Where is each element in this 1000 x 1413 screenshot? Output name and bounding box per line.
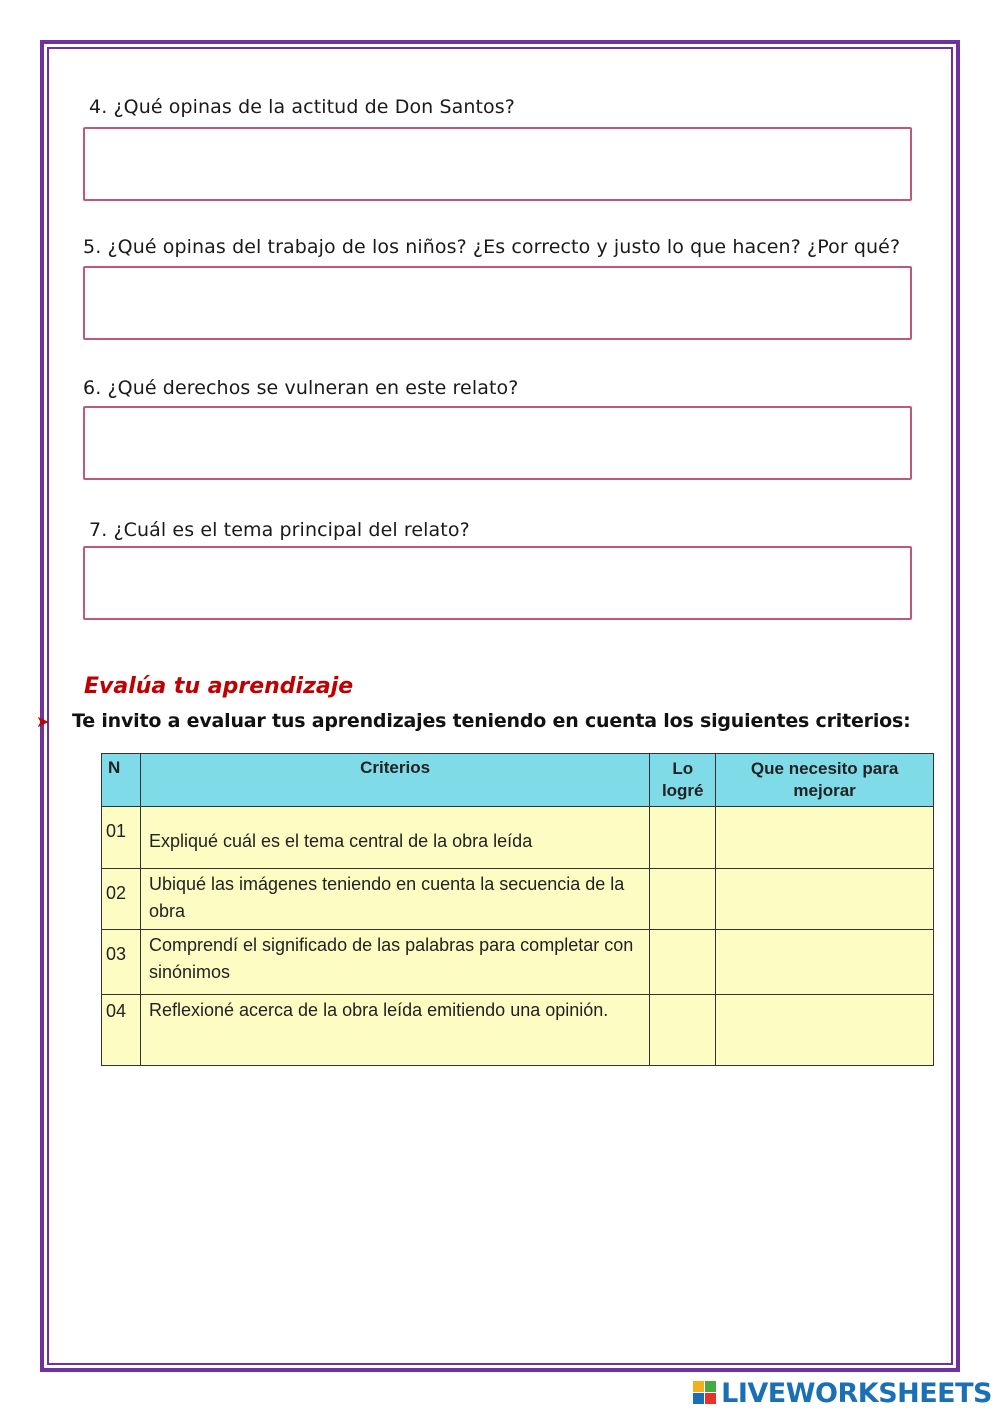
mejorar-cell[interactable] bbox=[716, 869, 934, 930]
logre-cell[interactable] bbox=[650, 869, 716, 930]
liveworksheets-brand-text: LIVEWORKSHEETS bbox=[721, 1377, 992, 1409]
question-5-answer-field[interactable] bbox=[83, 266, 912, 340]
liveworksheets-brand[interactable] bbox=[693, 1377, 992, 1409]
column-header-n: N bbox=[102, 754, 141, 807]
column-header-mejorar-line2: mejorar bbox=[793, 781, 856, 800]
question-4-answer-field[interactable] bbox=[83, 127, 912, 201]
evaluation-criteria-table bbox=[101, 753, 934, 1066]
column-header-logre-line2: logré bbox=[661, 781, 704, 800]
evaluation-intro-text: Te invito a evaluar tus aprendizajes teniendo en cuenta los siguientes criterios: bbox=[72, 710, 911, 732]
logre-cell[interactable] bbox=[650, 995, 716, 1066]
mejorar-cell[interactable] bbox=[716, 807, 934, 869]
logre-cell[interactable] bbox=[650, 807, 716, 869]
mejorar-cell[interactable] bbox=[716, 930, 934, 995]
table-row bbox=[102, 995, 934, 1066]
row-criterio: Expliqué cuál es el tema central de la obra leída bbox=[140, 807, 649, 869]
question-4-label: 4. ¿Qué opinas de la actitud de Don Santos? bbox=[89, 96, 515, 118]
column-header-mejorar-line1: Que necesito para bbox=[750, 759, 899, 778]
row-number: 01 bbox=[102, 807, 141, 869]
table-row bbox=[102, 807, 934, 869]
table-row bbox=[102, 869, 934, 930]
row-number: 03 bbox=[102, 930, 141, 995]
row-criterio: Comprendí el significado de las palabras para completar con sinónimos bbox=[140, 930, 649, 995]
logre-cell[interactable] bbox=[650, 930, 716, 995]
row-criterio: Ubiqué las imágenes teniendo en cuenta la secuencia de la obra bbox=[140, 869, 649, 930]
question-6-label: 6. ¿Qué derechos se vulneran en este relato? bbox=[83, 377, 519, 399]
table-header-row bbox=[102, 754, 934, 807]
question-7-label: 7. ¿Cuál es el tema principal del relato? bbox=[89, 519, 470, 541]
question-5-label: 5. ¿Qué opinas del trabajo de los niños? ¿Es correcto y justo lo que hacen? ¿Por qué? bbox=[83, 236, 901, 258]
evaluation-section-title: Evalúa tu aprendizaje bbox=[84, 674, 354, 699]
column-header-mejorar bbox=[716, 754, 934, 807]
bullet-arrow-icon: ➤ bbox=[36, 712, 50, 731]
row-number: 04 bbox=[102, 995, 141, 1066]
row-criterio: Reflexioné acerca de la obra leída emitiendo una opinión. bbox=[140, 995, 649, 1066]
row-number: 02 bbox=[102, 869, 141, 930]
liveworksheets-logo-icon bbox=[693, 1381, 717, 1405]
question-7-answer-field[interactable] bbox=[83, 546, 912, 620]
column-header-criterios: Criterios bbox=[140, 754, 649, 807]
question-6-answer-field[interactable] bbox=[83, 406, 912, 480]
mejorar-cell[interactable] bbox=[716, 995, 934, 1066]
column-header-logre-line1: Lo bbox=[672, 759, 694, 778]
column-header-logre bbox=[650, 754, 716, 807]
table-row bbox=[102, 930, 934, 995]
